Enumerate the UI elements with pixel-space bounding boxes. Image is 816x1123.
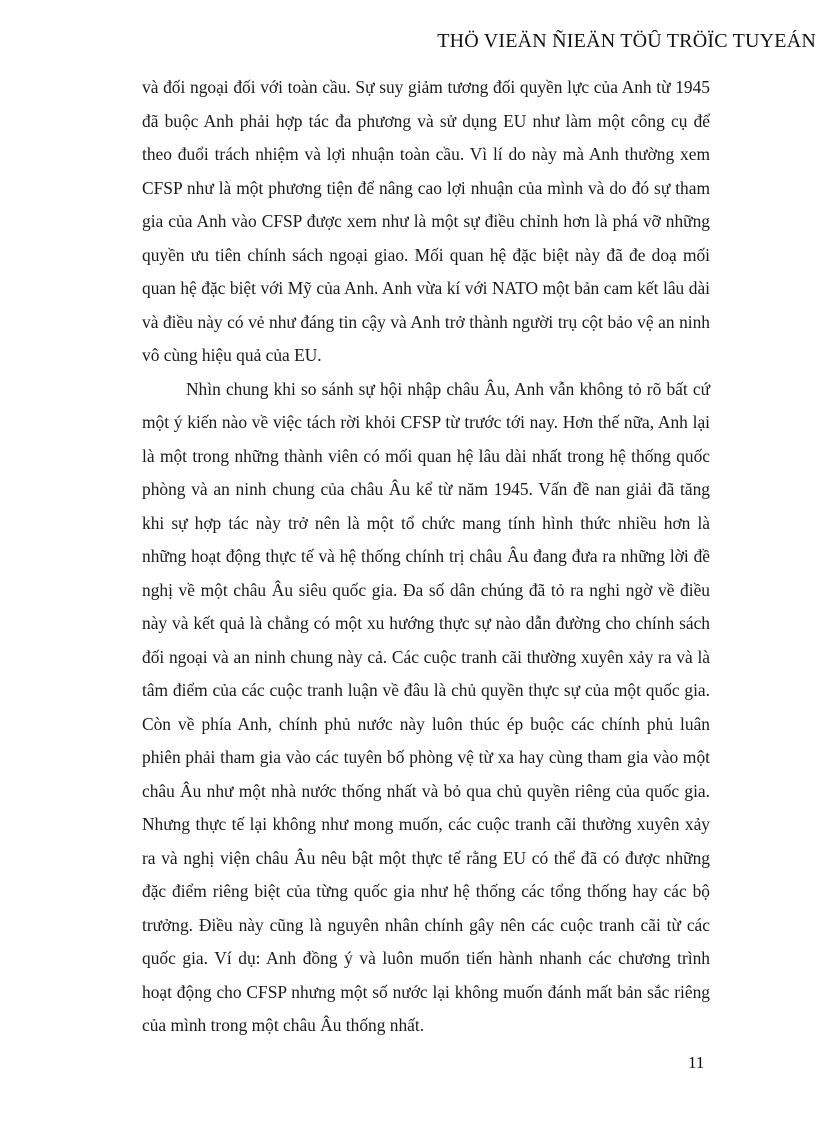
paragraph-continuation: và đối ngoại đối với toàn cầu. Sự suy giảm tương đối quyền lực của Anh từ 1945 đã buộc Anh phải hợp tác đa phương và sử dụng EU như làm một công cụ để theo đuổi trách nhiệm và lợi nhuận toàn cầu. Vì lí do này mà Anh thường xem CFSP như là một phương tiện để nâng cao lợi nhuận của mình và do đó sự tham gia của Anh vào CFSP được xem như là một sự điều chỉnh hơn là phá vỡ những quyền ưu tiên chính sách ngoại giao. Mối quan hệ đặc biệt này đã đe doạ mối quan hệ đặc biệt với Mỹ của Anh. Anh vừa kí với NATO một bản cam kết lâu dài và điều này có vẻ như đáng tin cậy và Anh trở thành người trụ cột bảo vệ an ninh vô cùng hiệu quả của EU. [142, 77, 710, 365]
page-header: THÖ VIEÄN ÑIEÄN TÖÛ TRÖÏC TUYEÁN [437, 30, 816, 52]
body-text [142, 71, 710, 1043]
paragraph-main: Nhìn chung khi so sánh sự hội nhập châu Âu, Anh vẫn không tỏ rõ bất cứ một ý kiến nào về việc tách rời khỏi CFSP từ trước tới nay. Hơn thế nữa, Anh lại là một trong những thành viên có mối quan hệ lâu dài nhất trong hệ thống quốc phòng và an ninh chung của châu Âu kể từ năm 1945. Vấn đề nan giải đã tăng khi sự hợp tác này trở nên là một tổ chức mang tính hình thức nhiều hơn là những hoạt động thực tế và hệ thống chính trị châu Âu đang đưa ra những lời đề nghị về một châu Âu siêu quốc gia. Đa số dân chúng đã tỏ ra nghi ngờ về điều này và kết quả là chẳng có một xu hướng thực sự nào dẫn đường cho chính sách đối ngoại và an ninh chung này cả. Các cuộc tranh cãi thường xuyên xảy ra và là tâm điểm của các cuộc tranh luận về đâu là chủ quyền thực sự của một quốc gia. Còn về phía Anh, chính phủ nước này luôn thúc ép buộc các chính phủ luân phiên phải tham gia vào các tuyên bố phòng vệ từ xa hay cùng tham gia vào một châu Âu như một nhà nước thống nhất và bỏ qua chủ quyền riêng của quốc gia. Nhưng thực tế lại không như mong muốn, các cuộc tranh cãi thường xuyên xảy ra và nghị viện châu Âu nêu bật một thực tế rằng EU có thể đã có được những đặc điểm riêng biệt của từng quốc gia như hệ thống các tổng thống hay các bộ trưởng. Điều này cũng là nguyên nhân chính gây nên các cuộc tranh cãi từ các quốc gia. Ví dụ: Anh đồng ý và luôn muốn tiến hành nhanh các chương trình hoạt động cho CFSP nhưng một số nước lại không muốn đánh mất bản sắc riêng của mình trong một châu Âu thống nhất. [142, 378, 710, 1035]
page-number: 11 [688, 1053, 705, 1072]
